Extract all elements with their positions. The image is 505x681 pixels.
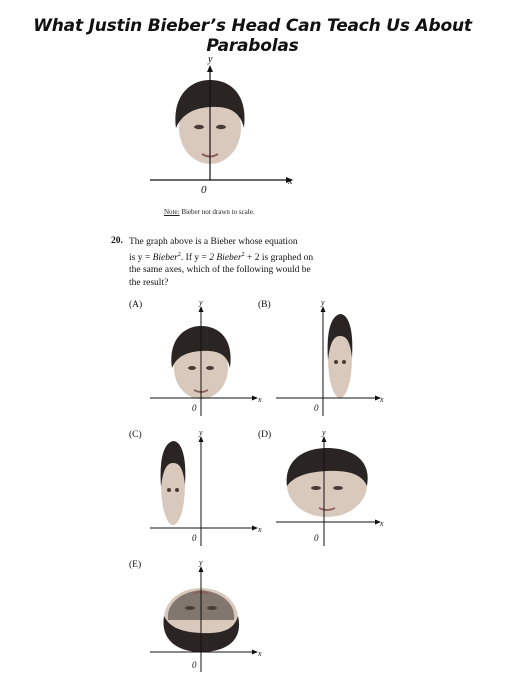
option-c-svg (150, 430, 270, 555)
q-text-exp: 2 (241, 251, 245, 258)
y-arrow-icon (207, 65, 213, 72)
y-axis-label: y (199, 428, 203, 437)
option-a-label: (A) (129, 300, 143, 310)
question-number: 20. (111, 236, 123, 246)
x-axis-label: x (258, 649, 262, 658)
origin-label: 0 (201, 184, 207, 196)
option-c-graph (150, 430, 270, 555)
bieber-head-d (287, 448, 368, 517)
option-e-graph (150, 560, 270, 680)
y-axis-label: y (322, 428, 326, 437)
y-axis-label: y (199, 298, 203, 307)
origin-label: 0 (314, 403, 319, 413)
bieber-head-c (161, 441, 186, 525)
option-d-svg (276, 430, 391, 555)
origin-label: 0 (192, 660, 197, 670)
x-axis-label: x (380, 395, 384, 404)
option-d-graph (276, 430, 391, 555)
q-text-bieber: 2 Bieber (209, 252, 242, 263)
option-e-svg (150, 560, 270, 680)
page-title: What Justin Bieber’s Head Can Teach Us About Parabolas (33, 16, 472, 56)
option-c-label: (C) (129, 430, 142, 440)
x-axis-label: x (288, 176, 293, 187)
origin-label: 0 (314, 533, 319, 543)
option-b-svg (276, 300, 391, 425)
bieber-head-b (328, 314, 353, 398)
origin-label: 0 (192, 533, 197, 543)
y-axis-label: y (208, 54, 213, 65)
option-d-label: (D) (258, 430, 272, 440)
question-line-4: the result? (129, 277, 169, 288)
option-b-graph (276, 300, 391, 425)
q-text-part: . If y = (180, 252, 210, 263)
q-text-part: + 2 is graphed on (244, 252, 314, 263)
question-line-1: The graph above is a Bieber whose equation (129, 237, 298, 247)
q-text-exp: 2 (177, 251, 181, 258)
x-axis-label: x (380, 519, 384, 528)
x-axis-label: x (258, 525, 262, 534)
option-a-graph (150, 300, 270, 425)
y-axis-label: y (321, 298, 325, 307)
origin-label: 0 (192, 403, 197, 413)
question-text (129, 236, 329, 290)
note-text: Bieber not drawn to scale. (179, 208, 255, 216)
q-text-bieber: Bieber (152, 252, 178, 263)
x-axis-label: x (258, 395, 262, 404)
q-text-part: is y = (129, 252, 153, 263)
main-graph-svg (150, 50, 300, 200)
question-line-3: the same axes, which of the following would be (129, 265, 311, 276)
question-line-2 (129, 249, 329, 265)
note-label: Note: (164, 208, 180, 216)
main-graph (150, 50, 300, 200)
option-b-label: (B) (258, 300, 271, 310)
y-axis-label: y (199, 558, 203, 567)
option-a-svg (150, 300, 270, 425)
option-e-label: (E) (129, 560, 142, 570)
note (164, 208, 255, 216)
